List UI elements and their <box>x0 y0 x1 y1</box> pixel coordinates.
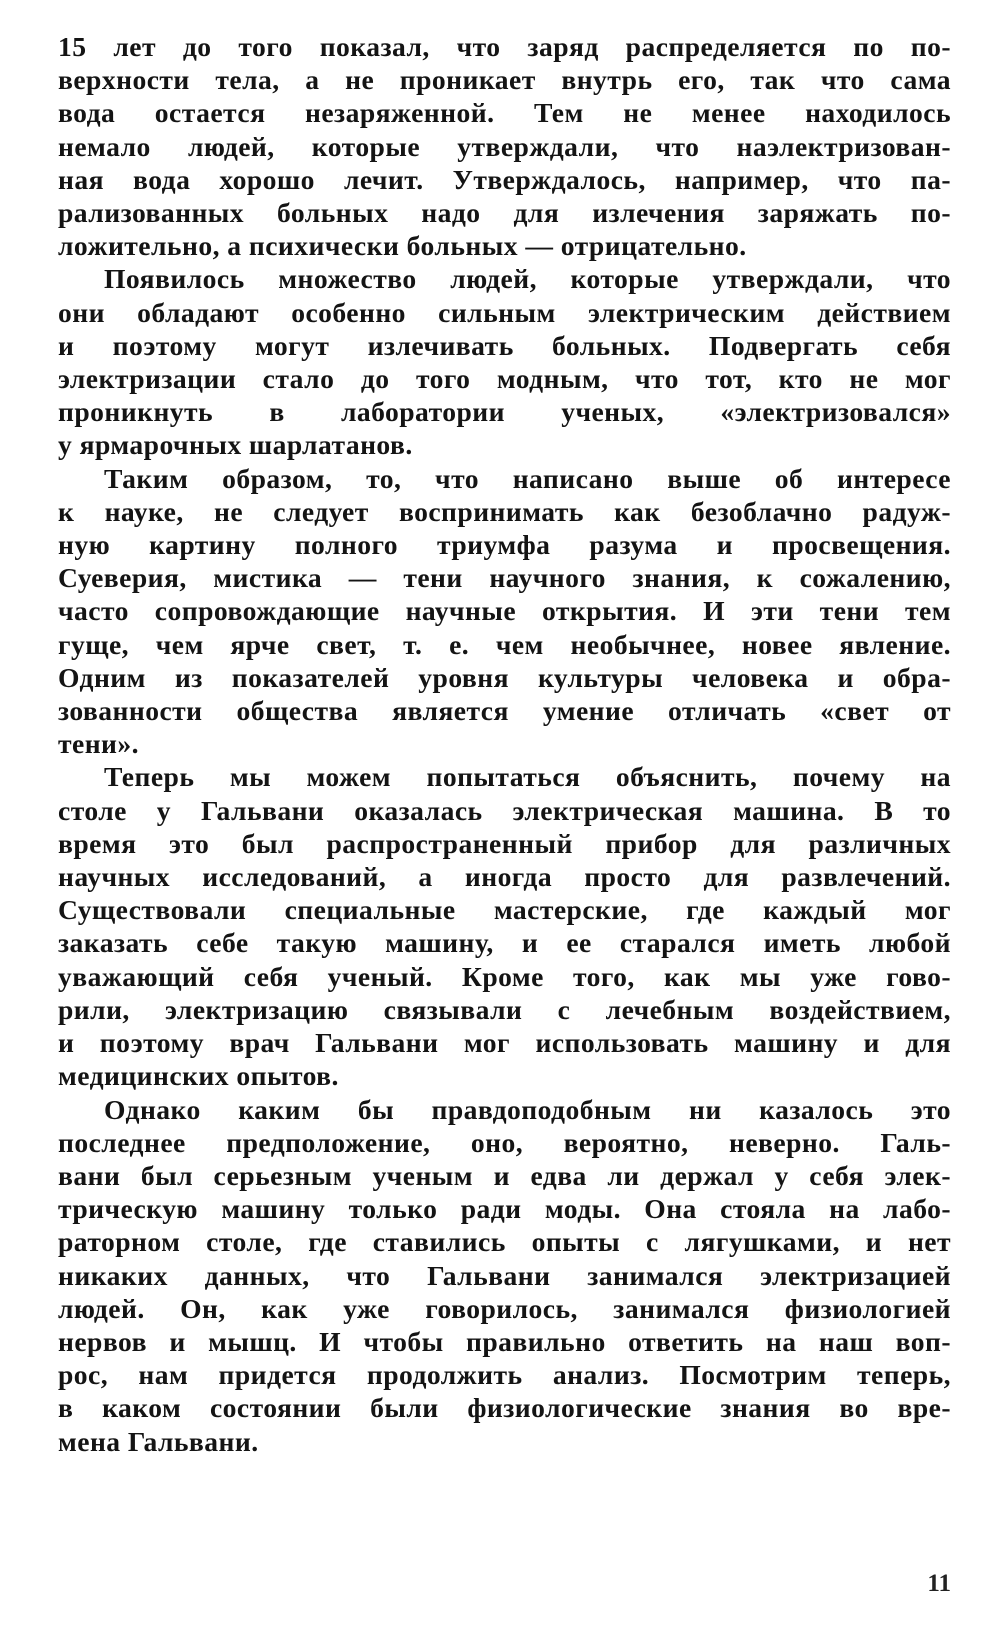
text-line: Суеверия, мистика — тени научного знания, к сожалению, <box>58 562 951 594</box>
text-line: Таким образом, то, что написано выше об интересе <box>104 462 951 494</box>
paragraph-1 <box>58 30 951 262</box>
text-line: проникнуть в лаборатории ученых, «электризовался» <box>58 396 951 428</box>
text-line: столе у Гальвани оказалась электрическая машина. В то <box>58 794 951 826</box>
text-line: немало людей, которые утверждали, что наэлектризован- <box>58 130 951 162</box>
text-line: тени». <box>58 728 139 760</box>
text-line: и поэтому врач Гальвани мог использовать машину и для <box>58 1027 951 1059</box>
text-line: научных исследований, а иногда просто для развлечений. <box>58 861 951 893</box>
text-line: гуще, чем ярче свет, т. е. чем необычнее, новее явление. <box>58 628 951 660</box>
text-line: ную картину полного триумфа разума и просвещения. <box>58 529 951 561</box>
text-line: вани был серьезным ученым и едва ли держал у себя элек- <box>58 1159 951 1191</box>
text-line: время это был распространенный прибор для различных <box>58 827 951 859</box>
page-number: 11 <box>927 1570 951 1597</box>
text-line: никаких данных, что Гальвани занимался электризацией <box>58 1259 951 1291</box>
text-line: зованности общества является умение отличать «свет от <box>58 695 951 727</box>
paragraph-2 <box>58 262 951 461</box>
text-line: к науке, не следует воспринимать как безоблачно радуж- <box>58 495 951 527</box>
text-line: ная вода хорошо лечит. Утверждалось, например, что па- <box>58 163 951 195</box>
text-line: ложительно, а психически больных — отрицательно. <box>58 230 747 262</box>
text-line: и поэтому могут излечивать больных. Подвергать себя <box>58 329 951 361</box>
paragraph-4 <box>58 760 951 1092</box>
text-line: раторном столе, где ставились опыты с лягушками, и нет <box>58 1226 951 1258</box>
text-line: нервов и мышц. И чтобы правильно ответить на наш воп- <box>58 1325 951 1357</box>
text-line: верхности тела, а не проникает внутрь его, так что сама <box>58 64 951 96</box>
text-line: последнее предположение, оно, вероятно, неверно. Галь- <box>58 1126 951 1158</box>
page-body <box>58 30 951 1458</box>
text-line: у ярмарочных шарлатанов. <box>58 429 413 461</box>
text-line: медицинских опытов. <box>58 1060 339 1092</box>
text-line: часто сопровождающие научные открытия. И эти тени тем <box>58 595 951 627</box>
text-line: рос, нам придется продолжить анализ. Посмотрим теперь, <box>58 1359 951 1391</box>
text-line: вода остается незаряженной. Тем не менее находилось <box>58 97 951 129</box>
text-line: в каком состоянии были физиологические знания во вре- <box>58 1392 951 1424</box>
text-line: электризации стало до того модным, что тот, кто не мог <box>58 363 951 395</box>
text-line: людей. Он, как уже говорилось, занимался физиологией <box>58 1292 951 1324</box>
text-line: уважающий себя ученый. Кроме того, как мы уже гово- <box>58 960 951 992</box>
text-line: Однако каким бы правдоподобным ни казалось это <box>104 1093 951 1125</box>
text-line: трическую машину только ради моды. Она стояла на лабо- <box>58 1193 951 1225</box>
text-line: 15 лет до того показал, что заряд распределяется по по- <box>58 31 951 62</box>
text-line: мена Гальвани. <box>58 1425 259 1457</box>
text-line: Появилось множество людей, которые утверждали, что <box>104 263 951 295</box>
paragraph-3 <box>58 462 951 761</box>
text-line: Теперь мы можем попытаться объяснить, почему на <box>104 761 951 793</box>
text-line: Одним из показателей уровня культуры человека и обра- <box>58 661 951 693</box>
paragraph-5 <box>58 1093 951 1458</box>
text-line: заказать себе такую машину, и ее старался иметь любой <box>58 927 951 959</box>
text-line: рализованных больных надо для излечения заряжать по- <box>58 197 951 229</box>
text-line: они обладают особенно сильным электрическим действием <box>58 296 951 328</box>
text-line: Существовали специальные мастерские, где каждый мог <box>58 894 951 926</box>
text-line: рили, электризацию связывали с лечебным воздействием, <box>58 993 951 1025</box>
